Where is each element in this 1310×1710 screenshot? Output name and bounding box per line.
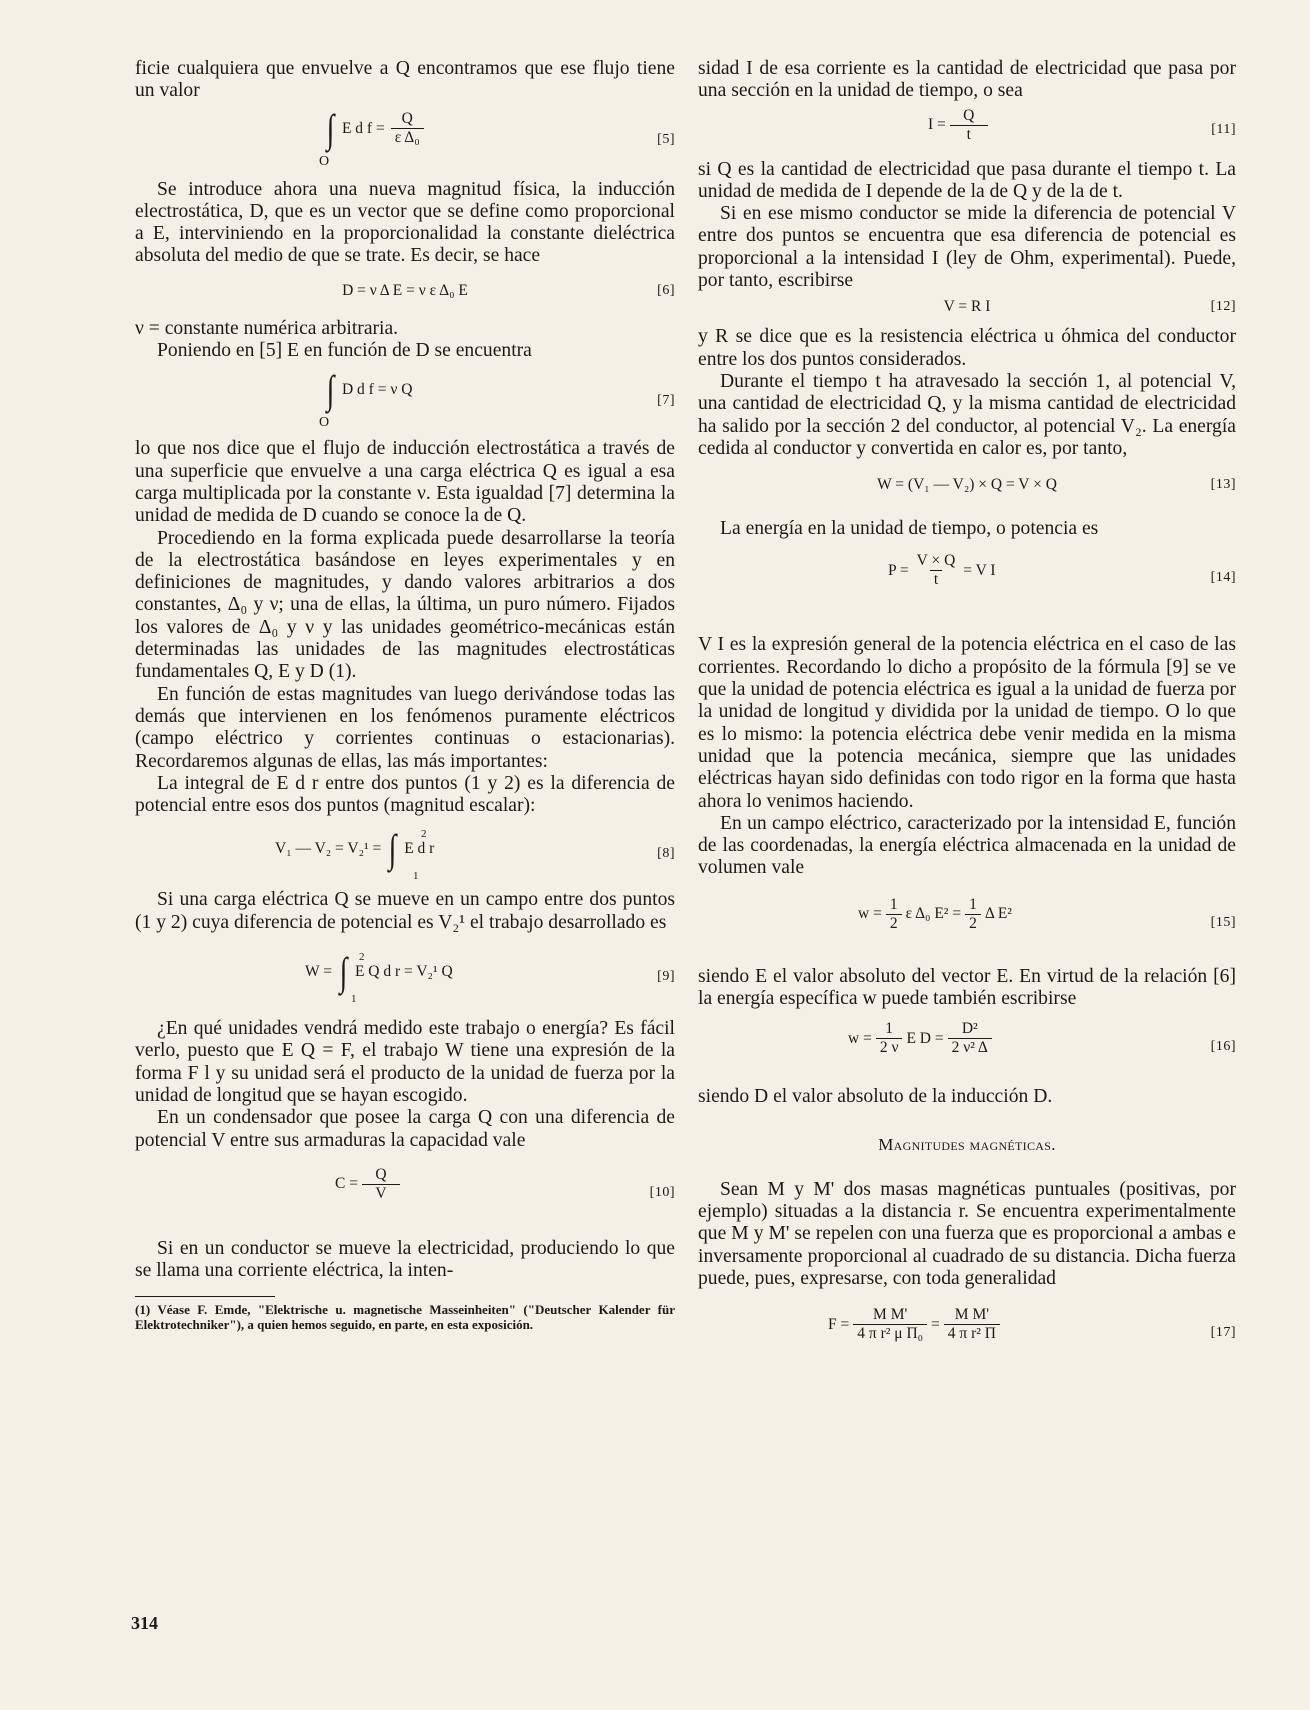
left-column (135, 58, 675, 1332)
denominator: ε Δ₀ (391, 128, 424, 147)
footnote: (1) Véase F. Emde, "Elektrische u. magnetische Masseinheiten" ("Deutscher Kalender für Elektrotechniker"), a quien hemos seguido, en parte, en esta exposición. (135, 1302, 675, 1332)
denominator: 4 π r² μ Π₀ (853, 1324, 927, 1343)
fraction (853, 1306, 927, 1343)
equation-11 (698, 107, 1236, 153)
paragraph: Si en un conductor se mueve la electricidad, produciendo lo que se llama una corriente eléctrica, la inten- (135, 1237, 675, 1282)
paragraph: ¿En qué unidades vendrá medido este trabajo o energía? Es fácil verlo, puesto que E Q = F, el trabajo W tiene una expresión de la forma F l y su unidad será el producto de la unidad de fuerza por la unidad de longitud que se hayan escogido. (135, 1018, 675, 1106)
equation-6 (135, 278, 675, 304)
equation-number: [16] (1210, 1039, 1236, 1055)
equation-rhs: Δ E² (984, 905, 1012, 923)
equation-lhs: P = (888, 561, 909, 579)
denominator: 2 ν (876, 1038, 903, 1057)
paragraph: En un campo eléctrico, caracterizado por la intensidad E, función de las coordenadas, la energía eléctrica almacenada en la unidad de volumen vale (698, 812, 1236, 879)
integral-sign: ∫ (388, 826, 397, 872)
equation-15 (698, 896, 1236, 950)
denominator: V (362, 1184, 400, 1203)
numerator: V × Q (916, 552, 956, 570)
upper-limit: 2 (359, 951, 365, 964)
footnote-divider (135, 1296, 275, 1297)
fraction (948, 1020, 992, 1057)
equation-number: [5] (657, 131, 675, 147)
paragraph: siendo D el valor absoluto de la inducción D. (698, 1086, 1053, 1108)
equation-number: [11] (1211, 121, 1236, 137)
equation-body: D = ν Δ E = ν ε Δ₀ E (342, 281, 468, 299)
equation-lhs: W = (305, 963, 332, 981)
right-column (698, 58, 1236, 1360)
equation-5 (135, 105, 675, 171)
paragraph: La integral de E d r entre dos puntos (1 y 2) es la diferencia de potencial entre esos dos puntos (magnitud escalar): (135, 772, 675, 817)
equation-8 (135, 825, 675, 883)
integral-sign: ∫ (326, 367, 335, 413)
equation-number: [13] (1210, 477, 1236, 493)
fraction (944, 1306, 1000, 1343)
paragraph: siendo E el valor absoluto del vector E. En virtud de la relación [6] la energía específica w puede también escribirse (698, 965, 1236, 1010)
numerator: M M' (954, 1306, 990, 1324)
equation-body: D d f = ν Q (341, 381, 413, 399)
surface-subscript: O (319, 415, 330, 431)
paragraph: Si una carga eléctrica Q se mueve en un campo entre dos puntos (1 y 2) cuya diferencia de potencial es V₂¹ el trabajo desarrollado es (135, 889, 675, 933)
numerator: D² (961, 1020, 978, 1038)
equation-13 (698, 472, 1236, 498)
lower-limit: 1 (413, 870, 419, 883)
paragraph: En un condensador que posee la carga Q con una diferencia de potencial V entre sus armaduras la capacidad vale (135, 1107, 675, 1151)
equation-lhs: F = (828, 1315, 850, 1333)
equation-middle: ε Δ₀ E² = (905, 905, 962, 923)
equation-middle: E D = (906, 1029, 944, 1047)
paragraph: Durante el tiempo t ha atravesado la sección 1, al potencial V, una cantidad de electricidad Q, y la misma cantidad de electricidad ha salido por la sección 2 del conductor, al potencial V₂. La energía cedida al conductor y convertida en calor es, por tanto, (698, 370, 1236, 459)
fraction (886, 896, 902, 933)
upper-limit: 2 (421, 828, 427, 841)
section-heading: Magnitudes magnéticas. (878, 1134, 1056, 1154)
paragraph: La energía en la unidad de tiempo, o potencia es (720, 518, 1099, 540)
fraction (876, 1020, 903, 1057)
equation-number: [9] (657, 969, 675, 985)
numerator: 1 (885, 1020, 893, 1038)
equation-number: [14] (1210, 570, 1236, 586)
equation-lhs: E d f = (341, 119, 385, 137)
equation-lhs: w = (848, 1029, 872, 1047)
paragraph: Si en ese mismo conductor se mide la diferencia de potencial V entre dos puntos se encuentra que esa diferencia de potencial es proporcional a la intensidad I (ley de Ohm, experimental). Puede, por tanto, escribirse (698, 203, 1236, 292)
numerator: 1 (889, 895, 898, 913)
denominator: t (930, 570, 942, 589)
equation-rhs: E d r (404, 840, 435, 858)
denominator: t (950, 125, 988, 144)
paragraph: ν = constante numérica arbitraria. (135, 317, 399, 339)
equation-7 (135, 367, 675, 432)
denominator: 2 (965, 914, 981, 933)
equation-number: [7] (657, 393, 675, 409)
numerator: 1 (969, 895, 977, 913)
paragraph: Procediendo en la forma explicada puede desarrollarse la teoría de la electrostática basándose en leyes experimentales y en definiciones de magnitudes, y dando valores arbitrarios a dos constantes, Δ₀ y ν; una de ellas, la última, un puro número. Fijados los valores de Δ₀ y ν y las unidades geométrico-mecánicas están determinadas las unidades de las magnitudes electrostáticas fundamentales Q, E y D (1). (135, 527, 675, 683)
equation-number: [8] (657, 846, 675, 862)
paragraph: Poniendo en [5] E en función de D se encuentra (157, 340, 532, 362)
equation-9 (135, 946, 675, 1008)
equation-lhs: V₁ — V₂ = V₂¹ = (275, 840, 382, 858)
equation-lhs: w = (858, 905, 882, 923)
fraction (391, 110, 424, 147)
fraction (913, 552, 960, 589)
equation-number: [15] (1210, 914, 1236, 930)
equation-10 (135, 1166, 675, 1220)
numerator: Q (375, 1165, 387, 1183)
integral-sign: ∫ (339, 949, 348, 995)
equation-12 (698, 294, 1236, 320)
page-number: 314 (131, 1613, 158, 1633)
equation-rhs: E Q d r = V₂¹ Q (354, 963, 453, 981)
paragraph: y R se dice que es la resistencia eléctrica u óhmica del conductor entre los dos puntos considerados. (698, 326, 1236, 370)
equation-16 (698, 1020, 1236, 1074)
equation-number: [12] (1210, 299, 1236, 315)
equation-14 (698, 552, 1236, 604)
denominator: 2 (886, 914, 902, 933)
integral-sign: ∫ (326, 105, 335, 151)
equation-body: W = (V₁ — V₂) × Q = V × Q (877, 476, 1057, 494)
equation-17: F = $\frac{\text{M M'}}{\text{4 π r² μ Π₀}}$ = $\frac{\text{M M'}}{\text{4 π r² Π}}$ [17] (828, 1306, 1236, 1343)
denominator: 2 ν² Δ (948, 1038, 992, 1057)
fraction (965, 896, 981, 933)
paragraph: lo que nos dice que el flujo de inducción electrostática a través de una superficie que envuelve a una carga eléctrica Q es igual a esa carga multiplicada por la constante ν. Esta igualdad [7] determina la unidad de medida de D cuando se conoce la de Q. (135, 438, 675, 527)
paragraph: Se introduce ahora una nueva magnitud física, la inducción electrostática, D, que es un vector que se define como proporcional a E, interviniendo en la proporcionalidad la constante dieléctrica absoluta del medio de que se trate. Es decir, se hace (135, 178, 675, 267)
equation-number: [10] (649, 1184, 675, 1200)
paragraph: En función de estas magnitudes van luego derivándose todas las demás que intervienen en los fenómenos puramente eléctricos (campo eléctrico y corrientes continuas o estacionarias). Recordaremos algunas de ellas, las más importantes: (135, 683, 675, 772)
surface-subscript: O (319, 153, 330, 169)
numerator: Q (401, 110, 413, 128)
fraction (362, 1166, 400, 1203)
fraction (950, 107, 988, 144)
numerator: Q (963, 106, 975, 124)
equation-lhs: C = (335, 1175, 358, 1193)
equation-lhs: I = (928, 116, 946, 134)
numerator: M M' (873, 1306, 908, 1324)
paragraph: sidad I de esa corriente es la cantidad de electricidad que pasa por una sección en la unidad de tiempo, o sea (698, 58, 1236, 102)
paragraph: ficie cualquiera que envuelve a Q encontramos que ese flujo tiene un valor (135, 58, 675, 102)
paragraph: si Q es la cantidad de electricidad que pasa durante el tiempo t. La unidad de medida de I depende de la de Q y de la de t. (698, 158, 1236, 202)
equation-rhs: = V I (963, 561, 996, 579)
equation-number: [17] (1210, 1325, 1236, 1341)
equation-number: [6] (657, 282, 675, 298)
lower-limit: 1 (351, 993, 357, 1006)
paragraph: V I es la expresión general de la potencia eléctrica en el caso de las corrientes. Recordando lo dicho a propósito de la fórmula [9] se ve que la unidad de potencia eléctrica es igual a la unidad de fuerza por la unidad de longitud y dividida por la unidad de tiempo. O lo que es lo mismo: la potencia eléctrica debe venir medida en la misma unidad que la potencia mecánica, siempre que las unidades eléctricas hayan sido definidas con todo rigor en la forma que hasta ahora lo venimos haciendo. (698, 634, 1236, 812)
equation-body: V = R I (943, 298, 991, 316)
paragraph: Sean M y M' dos masas magnéticas puntuales (positivas, por ejemplo) situadas a la distancia r. Se encuentra experimentalmente que M y M' se repelen con una fuerza que es proporcional a ambas e inversamente proporcional al cuadrado de su distancia. Dicha fuerza puede, pues, expresarse, con toda generalidad (698, 1178, 1236, 1289)
denominator: 4 π r² Π (944, 1324, 1000, 1343)
